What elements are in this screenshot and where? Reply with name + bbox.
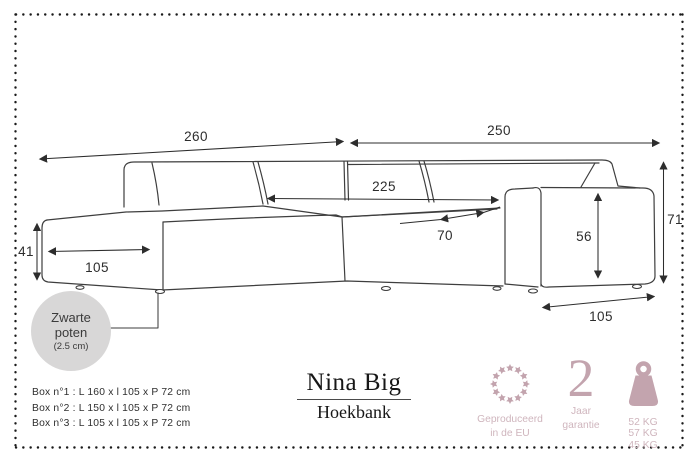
legs-note-connector-line (111, 293, 158, 328)
chaise-outline (42, 220, 503, 290)
box-spec-line: Box n°2 : L 150 x l 105 x P 72 cm (32, 402, 191, 414)
armrest-divider-edge (533, 188, 541, 286)
backrest-seam (152, 163, 159, 205)
eu-badge-label: Geproduceerd (477, 414, 543, 425)
dimension-labels (18, 123, 683, 324)
dimension-lines (37, 142, 664, 308)
dim-105-right-label: 105 (589, 309, 613, 324)
product-name: Nina Big (306, 369, 402, 396)
armrest-bottom-left-edge (505, 284, 538, 287)
backrest-seam (348, 162, 349, 201)
backrest-seam (258, 162, 268, 204)
sofa-outline (42, 160, 655, 328)
dim-70-label: 70 (437, 228, 453, 243)
sofa-legs (76, 285, 642, 294)
backrest-seam (581, 163, 595, 187)
warranty-label: Jaar (570, 406, 592, 417)
legs-note-circle (31, 291, 111, 371)
backrest-seam (419, 161, 429, 202)
dim-71-label: 71 (667, 212, 683, 227)
dim-70-extension (400, 220, 441, 224)
box-spec-line: Box n°3 : L 105 x l 105 x P 72 cm (32, 418, 191, 429)
backrest-seam (253, 162, 263, 204)
dim-105-left-line (49, 250, 149, 252)
seat-back-edge (47, 206, 263, 220)
dim-41-label: 41 (18, 244, 34, 259)
dim-56-label: 56 (576, 229, 592, 244)
badge-warranty (551, 348, 611, 431)
seat-front-edge (163, 208, 500, 222)
armrest-left-edge (505, 188, 533, 284)
dim-225-line (268, 199, 498, 201)
warranty-label: garantie (562, 419, 600, 431)
legs-note-text: Zwarte (51, 309, 91, 325)
dim-105-right-line (543, 297, 654, 308)
dim-225-label: 225 (372, 179, 396, 194)
backrest-seam (424, 161, 434, 202)
badge-made-in-eu (466, 361, 554, 439)
warranty-years-number: 2 (567, 348, 595, 408)
dim-70-line (441, 213, 484, 220)
weight-value: 52 KG (628, 417, 658, 428)
eu-stars-icon (487, 361, 533, 407)
box-spec-line: Box n°1 : L 160 x l 105 x P 72 cm (32, 387, 191, 398)
eu-badge-label: in de EU (490, 427, 530, 439)
packaging-box-list (32, 385, 190, 432)
dim-260-line (40, 142, 343, 160)
dim-260-label: 260 (184, 129, 208, 144)
backrest-top-inner-edge (348, 163, 599, 165)
badge-weight (613, 360, 673, 451)
legs-note-size: (2.5 cm) (53, 340, 89, 352)
weight-icon (623, 360, 663, 407)
backrest-seam (344, 162, 345, 201)
title-divider (297, 399, 411, 400)
legs-note-text: poten (54, 324, 88, 340)
product-title-block (254, 369, 454, 422)
seat-front-seam (342, 217, 345, 281)
dim-250-label: 250 (487, 123, 511, 138)
weight-value: 57 KG (628, 428, 658, 440)
dim-105-left-label: 105 (85, 260, 109, 275)
weight-value: 45 KG (628, 439, 658, 451)
product-type: Hoekbank (317, 402, 391, 422)
